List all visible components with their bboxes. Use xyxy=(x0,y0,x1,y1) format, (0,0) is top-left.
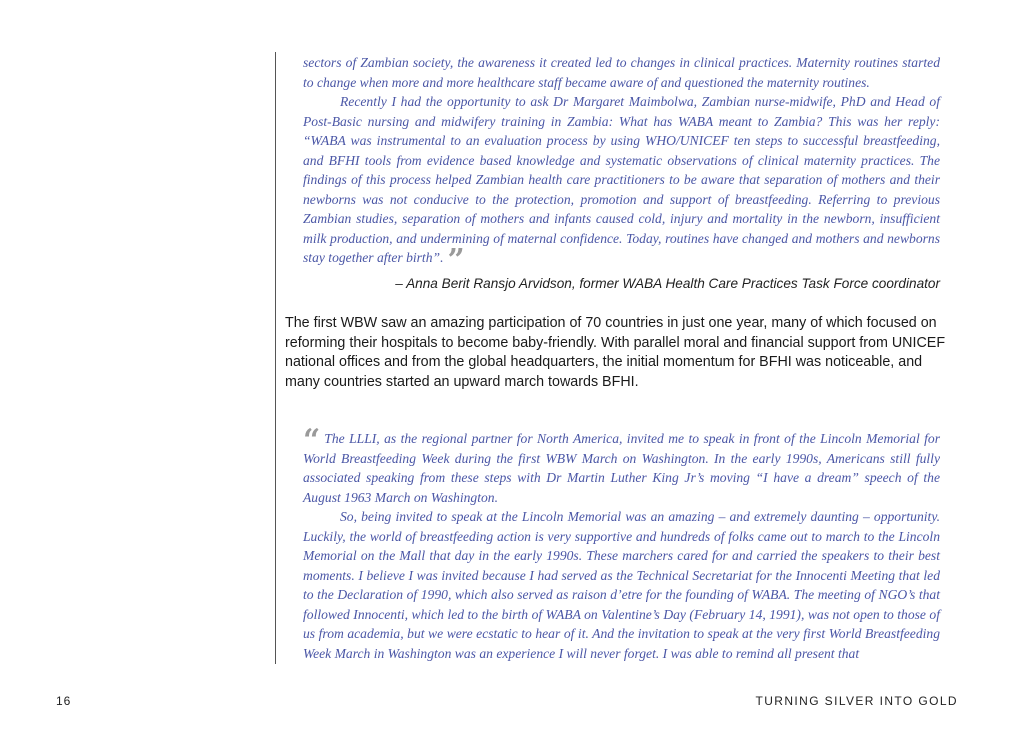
open-quote-icon: “ xyxy=(303,423,321,458)
quote-paragraph: sectors of Zambian society, the awareness it created led to changes in clinical practices. Maternity routines started to change when more and more healthcare staff became aware of and questioned the maternity routines. xyxy=(303,55,940,90)
quote-block-zambia xyxy=(303,53,940,278)
quote-text: Recently I had the opportunity to ask Dr Margaret Maimbolwa, Zambian nurse-midwife, PhD and Head of Post-Basic nursing and midwifery training in Zambia: What has WABA meant to Zambia? This was her reply: “WABA was instrumental to an evaluation process by using WHO/UNICEF ten steps to successful breastfeeding, and BFHI tools from evidence based knowledge and systematic observations of clinical maternity practices. The findings of this process helped Zambian health care practitioners to be aware that separation of mothers and their newborns was not conducive to the protection, promotion and support of breastfeeding. Referring to previous Zambian studies, separation of mothers and infants caused cold, injury and mortality in the newborn, insufficient milk production, and undermining of maternal confidence. Today, routines have changed and mothers and newborns stay together after birth”. xyxy=(303,94,940,265)
quote-paragraph xyxy=(303,92,940,278)
quote-paragraph: So, being invited to speak at the Lincoln Memorial was an amazing – and extremely daunting – opportunity. Luckily, the world of breastfeeding action is very supportive and hundreds of folks came out to march to the Lincoln Memorial on the Mall that day in the early 1990s. These marchers cared for and carried the speakers to their best moments. I believe I was invited because I had served as the Technical Secretariat for the Innocenti Meeting that led to the Declaration of 1990, which also served as raison d’etre for the founding of WABA. The meeting of NGO’s that followed Innocenti, which led to the birth of WABA on Valentine’s Day (February 14, 1991), was not open to those of us from academia, but we were ecstatic to hear of it. And the invitation to speak at the very first World Breastfeeding Week March in Washington was an experience I will never forget. I was able to remind all present that xyxy=(303,509,940,661)
quote-text: The LLLI, as the regional partner for North America, invited me to speak in front of the Lincoln Memorial for World Breastfeeding Week during the first WBW March on Washington. In the early 1990s, Americans still fully associated speaking from these steps with Dr Martin Luther King Jr’s moving “I have a dream” speech of the August 1963 March on Washington. xyxy=(303,431,940,505)
body-paragraph: The first WBW saw an amazing participation of 70 countries in just one year, many of which focused on reforming their hospitals to become baby-friendly. With parallel moral and financial support from UNICEF national offices and from the global headquarters, the initial momentum for BFHI was noticeable, and many countries started an upward march towards BFHI. xyxy=(285,315,946,390)
quote-block-lincoln-memorial xyxy=(303,423,940,663)
close-quote-icon: ” xyxy=(447,243,465,278)
quote-attribution: – Anna Berit Ransjo Arvidson, former WABA Health Care Practices Task Force coordinator xyxy=(395,276,940,291)
margin-rule xyxy=(275,52,276,664)
quote-paragraph xyxy=(303,423,940,507)
page-number: 16 xyxy=(56,694,72,708)
running-title: TURNING SILVER INTO GOLD xyxy=(755,694,958,708)
